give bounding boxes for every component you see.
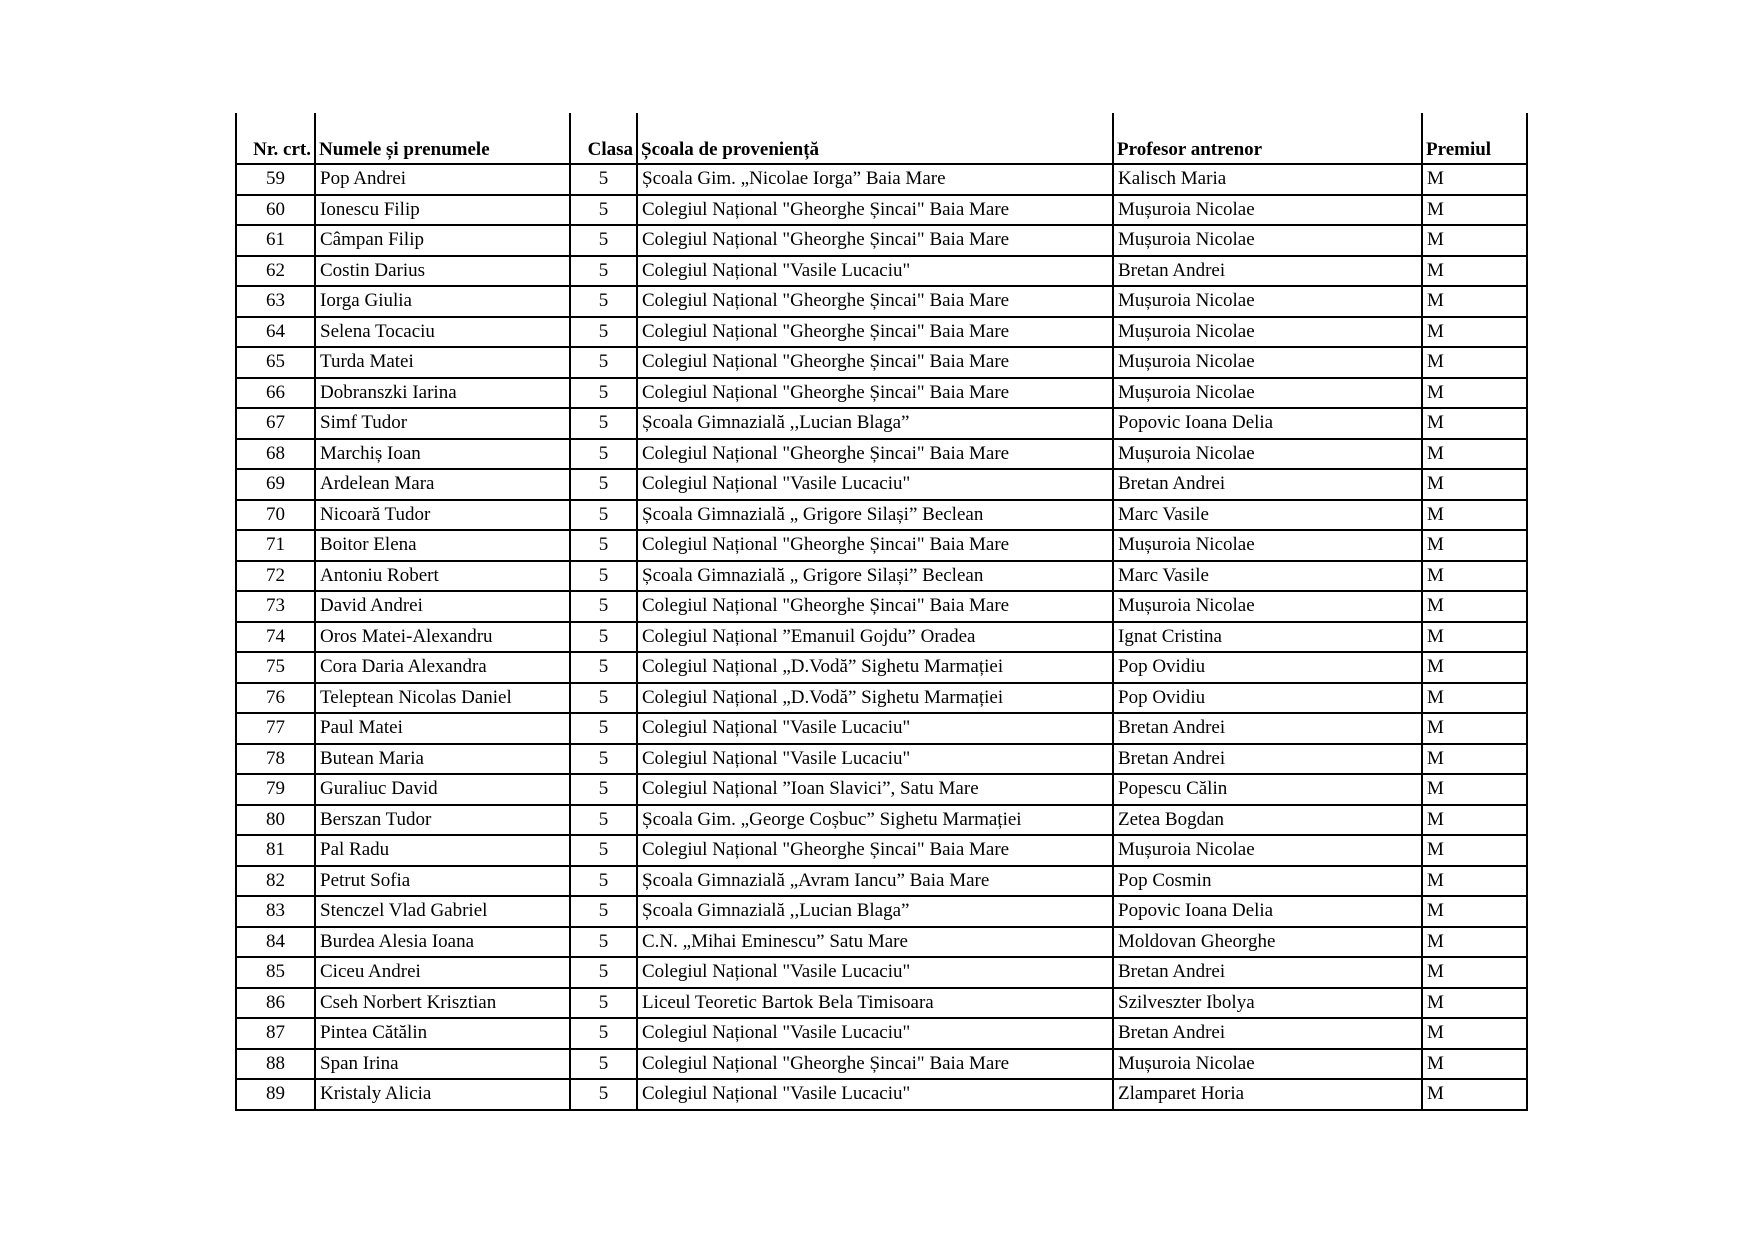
cell-prize: M (1422, 256, 1527, 287)
cell-name: Cseh Norbert Krisztian (315, 988, 570, 1019)
cell-school: Școala Gimnazială „ Grigore Silași” Beclean (637, 561, 1113, 592)
cell-school: Colegiul Național "Vasile Lucaciu" (637, 469, 1113, 500)
cell-school: Colegiul Național "Gheorghe Șincai" Baia Mare (637, 195, 1113, 226)
cell-class: 5 (570, 561, 637, 592)
table-row (236, 591, 1527, 622)
cell-school: Colegiul Național "Gheorghe Șincai" Baia Mare (637, 378, 1113, 409)
cell-teacher: Mușuroia Nicolae (1113, 439, 1422, 470)
cell-class: 5 (570, 622, 637, 653)
cell-name: Simf Tudor (315, 408, 570, 439)
cell-nr: 77 (236, 713, 315, 744)
cell-teacher: Mușuroia Nicolae (1113, 1049, 1422, 1080)
cell-name: Petrut Sofia (315, 866, 570, 897)
cell-teacher: Pop Cosmin (1113, 866, 1422, 897)
cell-school: Colegiul Național "Gheorghe Șincai" Baia Mare (637, 317, 1113, 348)
cell-class: 5 (570, 927, 637, 958)
cell-teacher: Mușuroia Nicolae (1113, 225, 1422, 256)
cell-class: 5 (570, 835, 637, 866)
cell-class: 5 (570, 469, 637, 500)
cell-teacher: Popovic Ioana Delia (1113, 408, 1422, 439)
cell-nr: 86 (236, 988, 315, 1019)
cell-nr: 64 (236, 317, 315, 348)
cell-nr: 61 (236, 225, 315, 256)
cell-school: Colegiul Național "Gheorghe Șincai" Baia Mare (637, 225, 1113, 256)
cell-prize: M (1422, 408, 1527, 439)
cell-prize: M (1422, 957, 1527, 988)
cell-class: 5 (570, 713, 637, 744)
cell-school: Colegiul Național "Gheorghe Șincai" Baia Mare (637, 1049, 1113, 1080)
cell-prize: M (1422, 988, 1527, 1019)
cell-name: Boitor Elena (315, 530, 570, 561)
cell-class: 5 (570, 1049, 637, 1080)
table-row (236, 957, 1527, 988)
table-row (236, 439, 1527, 470)
cell-nr: 66 (236, 378, 315, 409)
cell-prize: M (1422, 439, 1527, 470)
cell-school: Colegiul Național "Gheorghe Șincai" Baia Mare (637, 347, 1113, 378)
cell-school: Școala Gim. „George Coșbuc” Sighetu Marmației (637, 805, 1113, 836)
cell-teacher: Bretan Andrei (1113, 1018, 1422, 1049)
cell-name: Oros Matei-Alexandru (315, 622, 570, 653)
cell-teacher: Popescu Călin (1113, 774, 1422, 805)
cell-teacher: Mușuroia Nicolae (1113, 317, 1422, 348)
header-name: Numele și prenumele (315, 113, 570, 164)
cell-name: Selena Tocaciu (315, 317, 570, 348)
cell-nr: 65 (236, 347, 315, 378)
cell-school: Colegiul Național ”Emanuil Gojdu” Oradea (637, 622, 1113, 653)
table-row (236, 469, 1527, 500)
cell-name: Iorga Giulia (315, 286, 570, 317)
table-row (236, 225, 1527, 256)
cell-prize: M (1422, 530, 1527, 561)
table-row (236, 988, 1527, 1019)
cell-school: Școala Gimnazială „Avram Iancu” Baia Mare (637, 866, 1113, 897)
cell-prize: M (1422, 164, 1527, 195)
cell-name: Dobranszki Iarina (315, 378, 570, 409)
cell-class: 5 (570, 347, 637, 378)
cell-teacher: Mușuroia Nicolae (1113, 530, 1422, 561)
table-row (236, 1049, 1527, 1080)
cell-prize: M (1422, 500, 1527, 531)
cell-nr: 88 (236, 1049, 315, 1080)
cell-school: Școala Gimnazială „ Grigore Silași” Beclean (637, 500, 1113, 531)
cell-prize: M (1422, 1018, 1527, 1049)
cell-name: Ionescu Filip (315, 195, 570, 226)
cell-prize: M (1422, 927, 1527, 958)
cell-prize: M (1422, 469, 1527, 500)
cell-class: 5 (570, 256, 637, 287)
cell-class: 5 (570, 164, 637, 195)
cell-nr: 83 (236, 896, 315, 927)
cell-nr: 81 (236, 835, 315, 866)
cell-teacher: Marc Vasile (1113, 500, 1422, 531)
cell-name: Burdea Alesia Ioana (315, 927, 570, 958)
cell-school: Liceul Teoretic Bartok Bela Timisoara (637, 988, 1113, 1019)
cell-name: Paul Matei (315, 713, 570, 744)
cell-nr: 70 (236, 500, 315, 531)
cell-teacher: Zlamparet Horia (1113, 1079, 1422, 1110)
cell-nr: 84 (236, 927, 315, 958)
cell-nr: 78 (236, 744, 315, 775)
cell-class: 5 (570, 896, 637, 927)
cell-teacher: Mușuroia Nicolae (1113, 195, 1422, 226)
cell-teacher: Mușuroia Nicolae (1113, 378, 1422, 409)
cell-teacher: Bretan Andrei (1113, 469, 1422, 500)
cell-prize: M (1422, 744, 1527, 775)
table-row (236, 1018, 1527, 1049)
cell-prize: M (1422, 561, 1527, 592)
cell-prize: M (1422, 347, 1527, 378)
cell-name: Antoniu Robert (315, 561, 570, 592)
cell-teacher: Moldovan Gheorghe (1113, 927, 1422, 958)
cell-prize: M (1422, 317, 1527, 348)
cell-prize: M (1422, 835, 1527, 866)
cell-class: 5 (570, 439, 637, 470)
cell-nr: 82 (236, 866, 315, 897)
cell-prize: M (1422, 1079, 1527, 1110)
cell-nr: 63 (236, 286, 315, 317)
cell-teacher: Bretan Andrei (1113, 256, 1422, 287)
cell-school: Colegiul Național "Vasile Lucaciu" (637, 957, 1113, 988)
cell-class: 5 (570, 774, 637, 805)
cell-prize: M (1422, 225, 1527, 256)
cell-school: Colegiul Național ”Ioan Slavici”, Satu Mare (637, 774, 1113, 805)
cell-class: 5 (570, 378, 637, 409)
cell-name: Guraliuc David (315, 774, 570, 805)
cell-school: Colegiul Național "Gheorghe Șincai" Baia Mare (637, 439, 1113, 470)
results-table (235, 113, 1528, 1111)
cell-nr: 67 (236, 408, 315, 439)
cell-nr: 71 (236, 530, 315, 561)
table-row (236, 1079, 1527, 1110)
cell-teacher: Bretan Andrei (1113, 713, 1422, 744)
table-row (236, 408, 1527, 439)
table-row (236, 713, 1527, 744)
cell-teacher: Bretan Andrei (1113, 744, 1422, 775)
cell-nr: 68 (236, 439, 315, 470)
table-row (236, 195, 1527, 226)
cell-school: Colegiul Național "Vasile Lucaciu" (637, 256, 1113, 287)
cell-class: 5 (570, 500, 637, 531)
cell-school: Colegiul Național "Gheorghe Șincai" Baia Mare (637, 835, 1113, 866)
cell-teacher: Zetea Bogdan (1113, 805, 1422, 836)
table-header-row (236, 113, 1527, 164)
cell-prize: M (1422, 652, 1527, 683)
cell-class: 5 (570, 957, 637, 988)
cell-class: 5 (570, 866, 637, 897)
cell-teacher: Mușuroia Nicolae (1113, 347, 1422, 378)
table-row (236, 652, 1527, 683)
cell-nr: 62 (236, 256, 315, 287)
cell-teacher: Szilveszter Ibolya (1113, 988, 1422, 1019)
cell-class: 5 (570, 408, 637, 439)
cell-name: David Andrei (315, 591, 570, 622)
cell-school: Colegiul Național "Gheorghe Șincai" Baia Mare (637, 286, 1113, 317)
table-row (236, 286, 1527, 317)
header-school: Școala de proveniență (637, 113, 1113, 164)
header-nr-crt: Nr. crt. (236, 113, 315, 164)
cell-name: Marchiș Ioan (315, 439, 570, 470)
cell-class: 5 (570, 1079, 637, 1110)
cell-prize: M (1422, 896, 1527, 927)
cell-teacher: Ignat Cristina (1113, 622, 1422, 653)
cell-class: 5 (570, 225, 637, 256)
cell-school: Colegiul Național "Gheorghe Șincai" Baia Mare (637, 530, 1113, 561)
cell-class: 5 (570, 744, 637, 775)
cell-name: Kristaly Alicia (315, 1079, 570, 1110)
cell-name: Butean Maria (315, 744, 570, 775)
cell-name: Stenczel Vlad Gabriel (315, 896, 570, 927)
cell-prize: M (1422, 591, 1527, 622)
cell-teacher: Mușuroia Nicolae (1113, 286, 1422, 317)
cell-nr: 75 (236, 652, 315, 683)
table-row (236, 622, 1527, 653)
cell-prize: M (1422, 622, 1527, 653)
cell-name: Câmpan Filip (315, 225, 570, 256)
cell-name: Ardelean Mara (315, 469, 570, 500)
header-teacher: Profesor antrenor (1113, 113, 1422, 164)
table-row (236, 164, 1527, 195)
cell-nr: 80 (236, 805, 315, 836)
cell-school: Colegiul Național „D.Vodă” Sighetu Marmației (637, 652, 1113, 683)
cell-name: Turda Matei (315, 347, 570, 378)
cell-class: 5 (570, 591, 637, 622)
cell-nr: 69 (236, 469, 315, 500)
table-row (236, 927, 1527, 958)
cell-prize: M (1422, 805, 1527, 836)
cell-class: 5 (570, 530, 637, 561)
cell-name: Ciceu Andrei (315, 957, 570, 988)
cell-prize: M (1422, 378, 1527, 409)
cell-teacher: Pop Ovidiu (1113, 652, 1422, 683)
cell-nr: 85 (236, 957, 315, 988)
cell-class: 5 (570, 317, 637, 348)
table-row (236, 866, 1527, 897)
table-row (236, 835, 1527, 866)
cell-class: 5 (570, 195, 637, 226)
cell-nr: 59 (236, 164, 315, 195)
cell-nr: 87 (236, 1018, 315, 1049)
table-row (236, 561, 1527, 592)
table-row (236, 256, 1527, 287)
cell-prize: M (1422, 195, 1527, 226)
cell-class: 5 (570, 805, 637, 836)
table-row (236, 896, 1527, 927)
cell-name: Berszan Tudor (315, 805, 570, 836)
table-body (236, 164, 1527, 1110)
cell-teacher: Marc Vasile (1113, 561, 1422, 592)
cell-school: Colegiul Național "Vasile Lucaciu" (637, 713, 1113, 744)
cell-teacher: Kalisch Maria (1113, 164, 1422, 195)
cell-teacher: Popovic Ioana Delia (1113, 896, 1422, 927)
cell-nr: 76 (236, 683, 315, 714)
cell-nr: 72 (236, 561, 315, 592)
cell-school: C.N. „Mihai Eminescu” Satu Mare (637, 927, 1113, 958)
cell-name: Costin Darius (315, 256, 570, 287)
cell-prize: M (1422, 866, 1527, 897)
cell-nr: 73 (236, 591, 315, 622)
cell-name: Nicoară Tudor (315, 500, 570, 531)
table-row (236, 683, 1527, 714)
cell-school: Școala Gimnazială ,,Lucian Blaga” (637, 896, 1113, 927)
cell-teacher: Pop Ovidiu (1113, 683, 1422, 714)
cell-name: Pintea Cătălin (315, 1018, 570, 1049)
cell-nr: 60 (236, 195, 315, 226)
cell-class: 5 (570, 683, 637, 714)
cell-school: Colegiul Național "Gheorghe Șincai" Baia Mare (637, 591, 1113, 622)
cell-teacher: Mușuroia Nicolae (1113, 591, 1422, 622)
cell-name: Span Irina (315, 1049, 570, 1080)
cell-teacher: Bretan Andrei (1113, 957, 1422, 988)
cell-school: Colegiul Național "Vasile Lucaciu" (637, 1018, 1113, 1049)
cell-teacher: Mușuroia Nicolae (1113, 835, 1422, 866)
cell-prize: M (1422, 683, 1527, 714)
header-prize: Premiul (1422, 113, 1527, 164)
cell-prize: M (1422, 713, 1527, 744)
cell-nr: 79 (236, 774, 315, 805)
header-class: Clasa (570, 113, 637, 164)
cell-nr: 74 (236, 622, 315, 653)
table-row (236, 805, 1527, 836)
cell-name: Cora Daria Alexandra (315, 652, 570, 683)
table-row (236, 378, 1527, 409)
cell-class: 5 (570, 286, 637, 317)
cell-class: 5 (570, 988, 637, 1019)
cell-nr: 89 (236, 1079, 315, 1110)
cell-name: Teleptean Nicolas Daniel (315, 683, 570, 714)
cell-name: Pal Radu (315, 835, 570, 866)
cell-prize: M (1422, 1049, 1527, 1080)
table-row (236, 317, 1527, 348)
table-row (236, 744, 1527, 775)
cell-prize: M (1422, 774, 1527, 805)
table-row (236, 530, 1527, 561)
cell-class: 5 (570, 1018, 637, 1049)
cell-school: Colegiul Național "Vasile Lucaciu" (637, 1079, 1113, 1110)
cell-school: Colegiul Național „D.Vodă” Sighetu Marmației (637, 683, 1113, 714)
table-row (236, 500, 1527, 531)
cell-school: Colegiul Național "Vasile Lucaciu" (637, 744, 1113, 775)
cell-class: 5 (570, 652, 637, 683)
cell-prize: M (1422, 286, 1527, 317)
cell-school: Școala Gim. „Nicolae Iorga” Baia Mare (637, 164, 1113, 195)
cell-name: Pop Andrei (315, 164, 570, 195)
cell-school: Școala Gimnazială ,,Lucian Blaga” (637, 408, 1113, 439)
table-row (236, 347, 1527, 378)
table-row (236, 774, 1527, 805)
